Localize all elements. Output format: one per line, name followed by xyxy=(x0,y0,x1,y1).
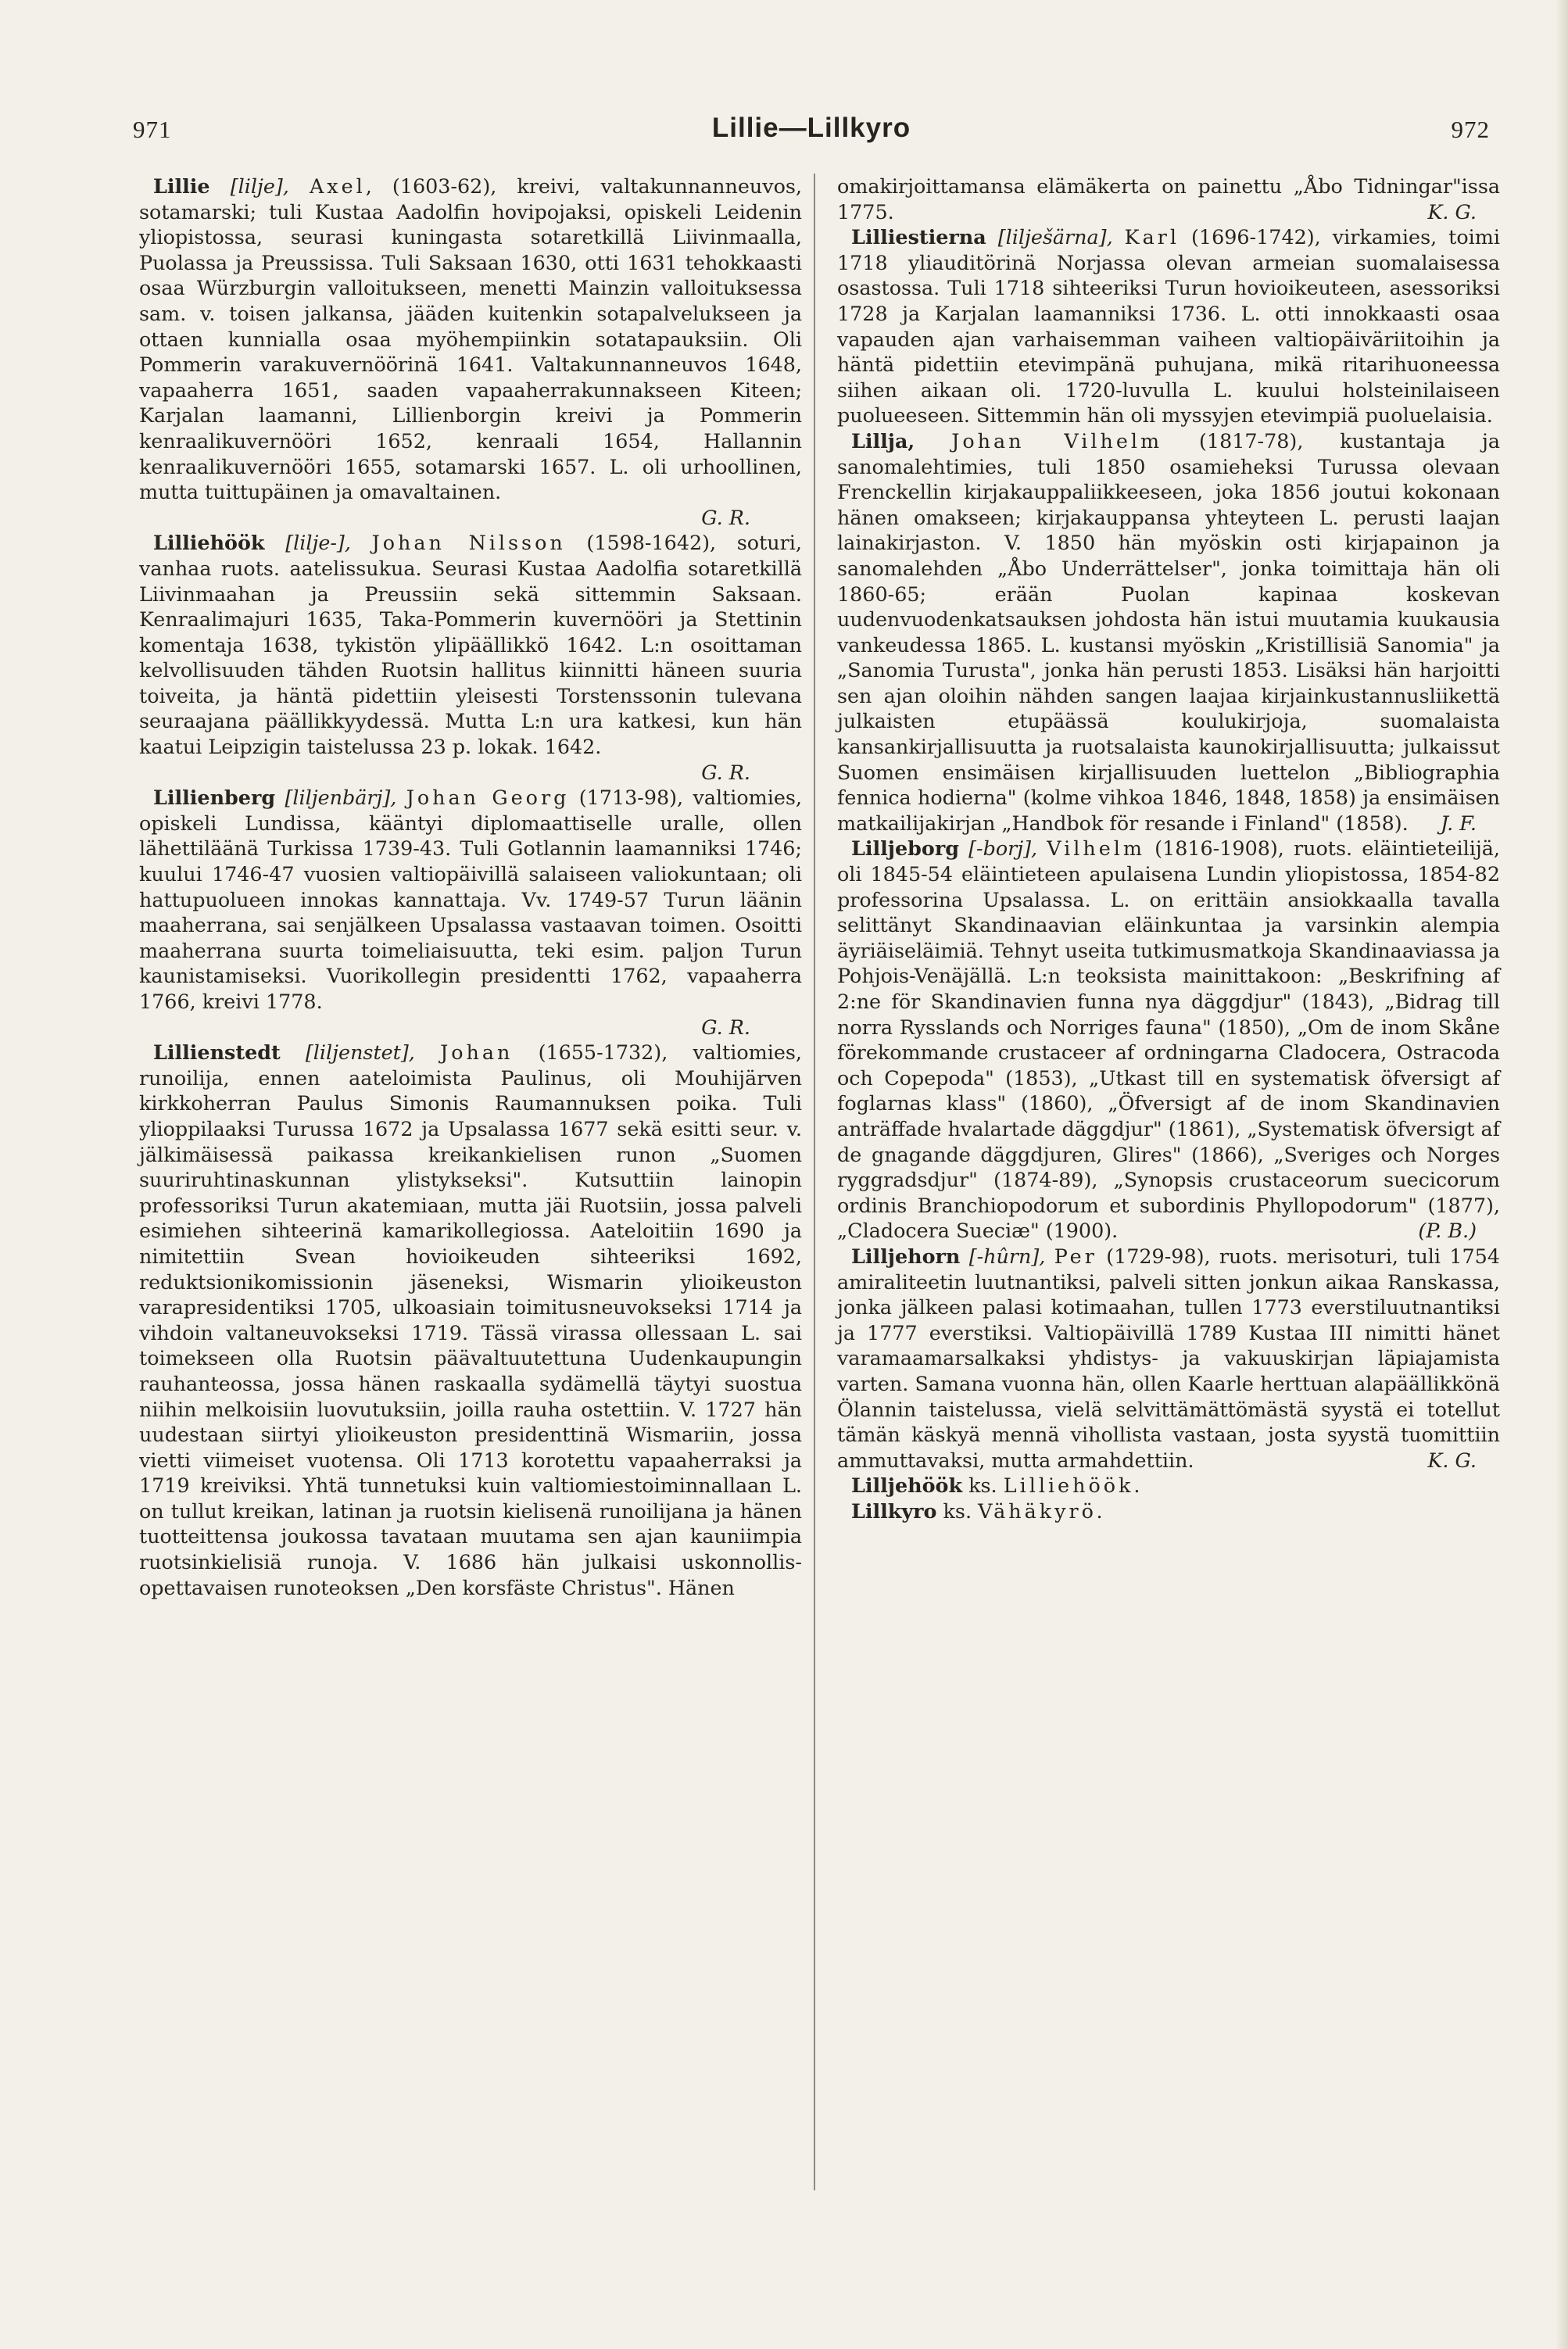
page-number-left: 971 xyxy=(133,116,172,143)
entry-pronunciation: [-borj], xyxy=(968,836,1038,861)
running-title: Lillie—Lillkyro xyxy=(711,113,911,143)
entry-given-name: Karl xyxy=(1124,225,1180,249)
entry-lilliestierna-karl xyxy=(837,224,1500,428)
author-signature: G. R. xyxy=(701,505,750,529)
entry-given-name: Per xyxy=(1054,1244,1097,1268)
cross-reference-lilljehook xyxy=(837,1473,1500,1499)
xref-see: ks. xyxy=(968,1473,997,1498)
entry-pronunciation: [liljenstet], xyxy=(305,1040,415,1065)
xref-target: Lilliehöök. xyxy=(1003,1473,1144,1498)
entry-pronunciation: [lilje-], xyxy=(285,531,351,555)
entry-pronunciation: [lilješärna], xyxy=(997,225,1113,249)
entry-body: (1713-98), valtiomies, opiskeli Lundissa, kääntyi diplomaattiselle uralle, ollen lähettiläänä Turkissa 1739-43. Tuli Gotlannin laamanniksi 1746; kuului 1746-47 vuosien valtiopäivillä salaiseen valiokuntaan; oli hattupuolueen innokas kannattaja. Vv. 1749-57 Turun läänin maaherrana, sai senjälkeen Upsalassa vastaavan toimen. Osoitti maaherrana suurta toimeliaisuutta, teki esim. paljon Turun kaunistamiseksi. Vuorikollegin presidentti 1762, vapaaherra 1766, kreivi 1778. xyxy=(139,786,803,1013)
entry-given-name: Vilhelm xyxy=(1047,836,1145,861)
cross-reference-lillkyro xyxy=(837,1499,1500,1524)
entry-pronunciation: [-hûrn], xyxy=(968,1244,1046,1268)
entry-headword: Lilliestierna xyxy=(851,225,986,249)
entry-lillienberg-johan-georg xyxy=(139,785,802,1040)
entry-lilljehorn-per xyxy=(837,1244,1500,1473)
entry-body: (1598-1642), soturi, vanhaa ruots. aatelissukua. Seurasi Kustaa Aadolfia sotaretkillä Liivinmaahan ja Preussiin sekä sittemmin Saksaan. Kenraalimajuri 1635, Taka-Pommerin kuvernööri ja Stettinin komentaja 1638, tykistön ylipäällikkö 1642. L:n osoittaman kelvollisuuden tähden Ruotsin hallitus kiinnitti häneen suuria toiveita, ja häntä pidettiin yleisesti Torstenssonin tulevana seuraajana päällikkyydessä. Mutta L:n ura katkesi, kun hän kaatui Leipzigin taistelussa 23 p. lokak. 1642. xyxy=(139,531,802,759)
author-signature: G. R. xyxy=(701,1015,750,1039)
xref-target: Vähäkyrö. xyxy=(978,1499,1106,1523)
xref-headword: Lillkyro xyxy=(851,1499,937,1523)
author-signature: (P. B.) xyxy=(1418,1219,1477,1243)
entry-body: (1696-1742), virkamies, toimi 1718 yliauditörinä Norjassa olevan armeian suomalaisessa osastossa. Tuli 1718 sihteeriksi Turun hovioikeuteen, asessoriksi 1728 ja Karjalan laamanniksi 1736. L. otti innokkaasti osaa vapauden ajan varhaisemman vaiheen valtiopäiväriitoihin ja häntä pidettiin etevimpänä puhujana, mikä ritarihuoneessa siihen aikaan oli. 1720-luvulla L. kuului holsteinilaiseen puolueeseen. Sittemmin hän oli myssyjen etevimpiä puoluelaisia. xyxy=(837,225,1500,428)
entry-headword: Lilljeborg xyxy=(851,836,959,861)
entry-given-name: Axel xyxy=(309,174,366,198)
entry-headword: Lillie xyxy=(153,174,210,198)
entry-headword: Lilliehöök xyxy=(153,531,265,555)
right-column xyxy=(837,174,1500,1524)
entry-continuation xyxy=(837,174,1500,224)
entry-lilljeborg-vilhelm xyxy=(837,836,1500,1244)
xref-headword: Lilljehöök xyxy=(851,1473,963,1498)
entry-headword: Lillienberg xyxy=(153,786,276,810)
entry-headword: Lillja, xyxy=(851,428,915,453)
entry-lillja-johan-vilhelm xyxy=(837,428,1500,836)
author-signature: G. R. xyxy=(701,760,750,784)
page-edge-shadow xyxy=(1555,0,1568,2349)
entry-lilliehook-johan xyxy=(139,530,802,785)
xref-see: ks. xyxy=(943,1499,972,1523)
column-divider xyxy=(814,174,815,2190)
entry-headword: Lillienstedt xyxy=(153,1040,281,1065)
entry-given-name: Johan xyxy=(440,1040,514,1065)
page-header xyxy=(133,113,1490,152)
entry-pronunciation: [lilje], xyxy=(230,174,289,198)
page-number-right: 972 xyxy=(1451,116,1490,143)
entry-given-name: Johan Nilsson xyxy=(371,531,566,555)
author-signature: K. G. xyxy=(1427,1448,1477,1472)
entry-pronunciation: [liljenbärj], xyxy=(285,786,397,810)
author-signature: K. G. xyxy=(1427,199,1477,224)
entry-body: (1729-98), ruots. merisoturi, tuli 1754 amiraliteetin luutnantiksi, palveli sitten jonkun aikaa Ranskassa, jonka jälkeen palasi kotimaahan, tullen 1773 everstiluutnantiksi ja 1777 everstiksi. Valtiopäivillä 1789 Kustaa III nimitti hänet varamaamarsalkaksi yhdistys- ja vakuuskirjan läpiajamista varten. Samana vuonna hän, ollen Kaarle herttuan alapäällikkönä Ölannin taistelussa, vielä selvittämättömästä syystä ei totellut tämän käskyä mennä vihollista vastaan, josta syystä tuomittiin ammuttavaksi, mutta armahdettiin. xyxy=(837,1244,1500,1472)
entry-lillie-axel: Lillie [lilje], Axel, (1603-62), kreivi, valtakunnanneuvos, sotamarski; tuli Kustaa Aadolfin hovipojaksi, opiskeli Leidenin yliopistossa, seurasi kuningasta sotaretkillä Liivinmaalla, Puolassa ja Preussissa. Tuli Saksaan 1630, otti 1631 tehokkaasti osaa Würzburgin valloitukseen, menetti Mainzin valloituksessa sam. v. toisen jalkansa, jääden kuitenkin sotapalvelukseen ja ottaen kunnialla osaa myöhempiinkin sotatapauksiin. Oli Pommerin varakuvernöörinä 1641. Valtakunnanneuvos 1648, vapaaherra 1651, saaden vapaaherrakunnakseen Kiteen; Karjalan laamanni, Lillienborgin kreivi ja Pommerin kenraalikuvernööri 1652, kenraali 1654, Hallannin kenraalikuvernööri 1655, sotamarski 1657. L. oli urhoollinen, mutta tuittupäinen ja omavaltainen. G. R. xyxy=(139,174,803,529)
entry-given-name: Johan Georg xyxy=(406,786,570,810)
left-column xyxy=(139,174,802,1600)
entry-given-name: Johan Vilhelm xyxy=(951,428,1163,453)
entry-body: omakirjoittamansa elämäkerta on painettu „Åbo Tidningar"issa 1775. xyxy=(837,174,1500,224)
entry-lillienstedt-johan xyxy=(139,1040,802,1600)
entry-body: (1603-62), kreivi, valtakunnanneuvos, sotamarski; tuli Kustaa Aadolfin hovipojaksi, opiskeli Leidenin yliopistossa, seurasi kuningasta sotaretkillä Liivinmaalla, Puolassa ja Preussissa. Tuli Saksaan 1630, otti 1631 tehokkaasti osaa Würzburgin valloitukseen, menetti Mainzin valloituksessa sam. v. toisen jalkansa, jääden kuitenkin sotapalvelukseen ja ottaen kunnialla osaa myöhempiinkin sotatapauksiin. Oli Pommerin varakuvernöörinä 1641. Valtakunnanneuvos 1648, vapaaherra 1651, saaden vapaaherrakunnakseen Kiteen; Karjalan laamanni, Lillienborgin kreivi ja Pommerin kenraalikuvernööri 1652, kenraali 1654, Hallannin kenraalikuvernööri 1655, sotamarski 1657. L. oli urhoollinen, mutta tuittupäinen ja omavaltainen. xyxy=(139,174,803,504)
author-signature: J. F. xyxy=(1440,811,1477,835)
entry-body: (1655-1732), valtiomies, runoilija, ennen aateloimista Paulinus, oli Mouhijärven kirkkoherran Paulus Simonis Raumannuksen poika. Tuli ylioppilaaksi Turussa 1672 ja Upsalassa 1677 sekä esitti seur. v. jälkimäisessä paikassa kreikankielisen runon „Suomen suuriruhtinaskunnan ylistykseksi". Kutsuttiin lainopin professoriksi Turun akatemiaan, mutta jäi Ruotsiin, jossa palveli esimiehen sihteerinä kamarikollegiossa. Aateloitiin 1690 ja nimitettiin Svean hovioikeuden sihteeriksi 1692, reduktsionikomissionin jäseneksi, Wismarin ylioikeuston varapresidentiksi 1705, ulkoasiain toimitusneuvokseksi 1714 ja vihdoin valtaneuvokseksi 1719. Tässä virassa ollessaan L. sai toimekseen olla Ruotsin päävaltuutettuna Uudenkaupungin rauhanteossa, jossa hänen raskaalla sydämellä täytyi suostua niihin melkoisiin luovutuksiin, joilla rauha ostettiin. V. 1727 hän uudestaan siirtyi ylioikeuston presidenttinä Wismariin, jossa vietti viimeiset vuotensa. Oli 1713 korotettu vapaaherraksi ja 1719 kreiviksi. Yhtä tunnetuksi kuin valtiomiestoiminnallaan L. on tullut kreikan, latinan ja ruotsin kielisenä runoilijana ja hänen tuotteittensa joukossa tavataan muutama sen ajan kauniimpia ruotsinkielisiä runoja. V. 1686 hän julkaisi uskonnollis-opettavaisen runoteoksen „Den korsfäste Christus". Hänen xyxy=(139,1040,802,1599)
entry-headword: Lilljehorn xyxy=(851,1244,961,1268)
entry-body: (1816-1908), ruots. eläintieteilijä, oli 1845-54 eläintieteen apulaisena Lundin yliopistossa, 1854-82 professorina Upsalassa. L. on erittäin ansiokkaalla tavalla selittänyt Skandinaavian eläinkuntaa ja varsinkin alempia äyriäiseläimiä. Tehnyt useita tutkimusmatkoja Skandinaaviassa ja Pohjois-Venäjällä. L:n teoksista mainittakoon: „Beskrifning af 2:ne för Skandinavien funna nya däggdjur" (1843), „Bidrag till norra Rysslands och Norriges fauna" (1850), „Om de inom Skåne förekommande crustaceer af ordningarna Cladocera, Ostracoda och Copepoda" (1853), „Utkast till en systematisk öfversigt af foglarnas klass" (1860), „Öfversigt af de inom Skandinavien anträffade hvalartade däggdjur" (1861), „Systematisk öfversigt af de gnagande däggdjuren, Glires" (1866), „Sveriges och Norges ryggradsdjur" (1874-89), „Synopsis crustaceorum suecicorum ordinis Branchiopodorum et subordinis Phyllopodorum" (1877), „Cladocera Sueciæ" (1900). xyxy=(837,836,1501,1243)
entry-body: (1817-78), kustantaja ja sanomalehtimies, tuli 1850 osamieheksi Turussa olevaan Frenckellin kirjakauppaliikkeeseen, joka 1856 joutui kokonaan hänen omakseen; kirjakauppansa yhteyteen L. perusti laajan lainakirjaston. V. 1850 hän myöskin osti kirjapainon ja sanomalehden „Åbo Underrättelser", jonka toimittaja hän oli 1860-65; erään Puolan kapinaa koskevan uudenvuodenkatsauksen johdosta hän istui muutamia kuukausia vankeudessa 1865. L. kustansi myöskin „Kristillisiä Sanomia" ja „Sanomia Turusta", jonka hän perusti 1853. Lisäksi hän harjoitti sen ajan oloihin nähden sangen laajaa kirjainkustannusliikettä julkaisten etupäässä koulukirjoja, suomalaista kansankirjallisuutta ja ruotsalaista kaunokirjallisuutta; julkaissut Suomen ensimäisen kirjallisuuden luettelon „Bibliographia fennica hodierna" (kolme vihkoa 1846, 1848, 1858) ja ensimäisen matkailijakirjan „Handbok för resande i Finland" (1858). xyxy=(837,428,1501,835)
